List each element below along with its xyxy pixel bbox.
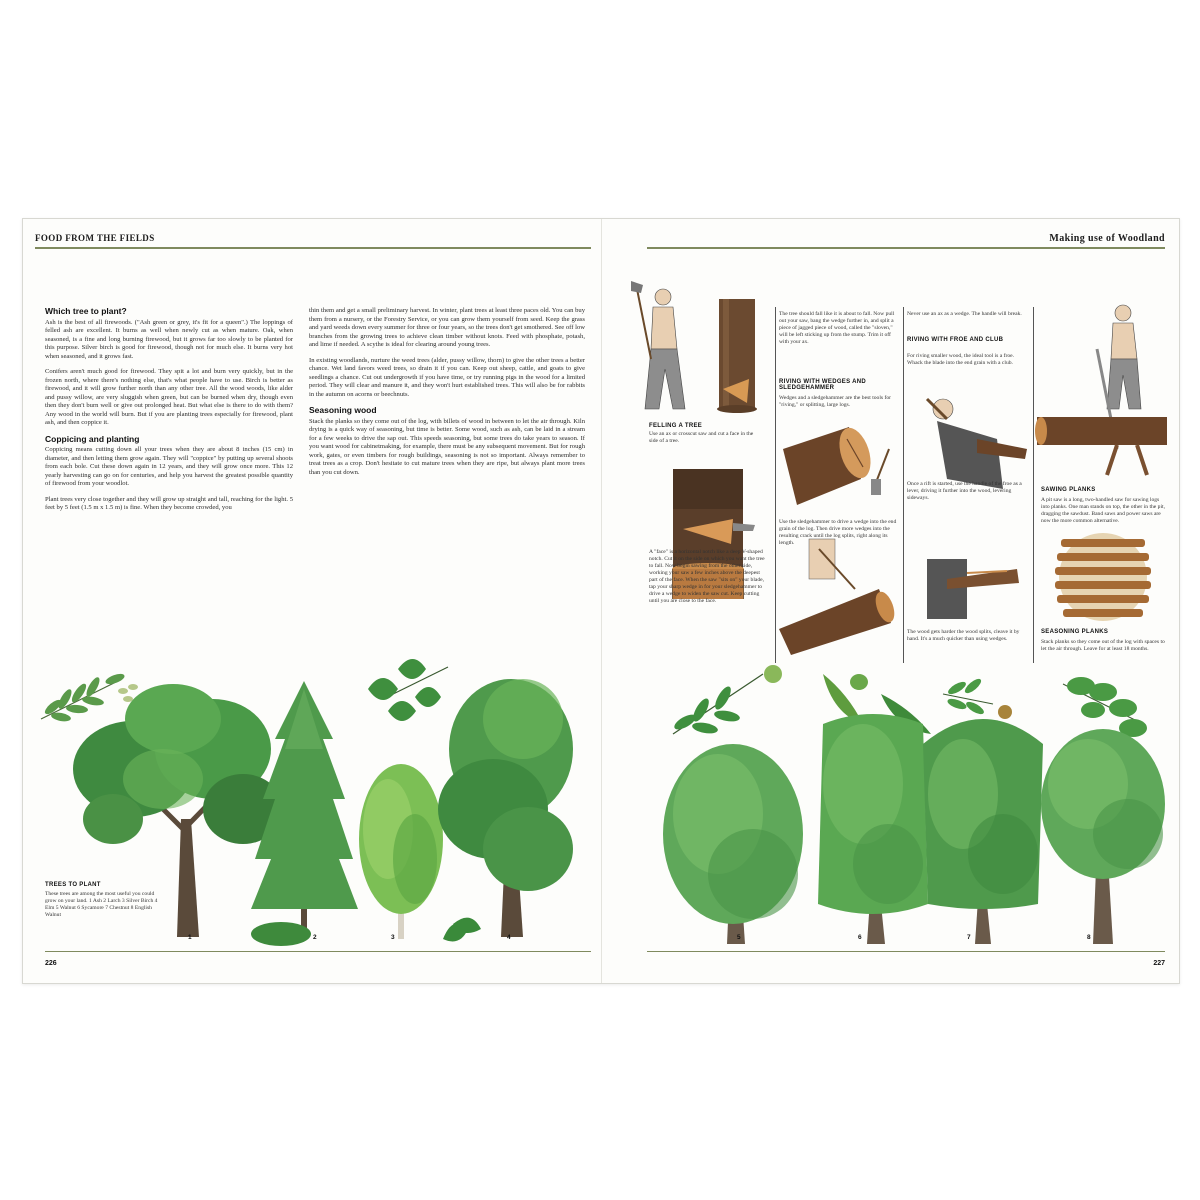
left-column-2 bbox=[309, 307, 585, 484]
tree-number: 4 bbox=[507, 934, 511, 941]
left-running-header: FOOD FROM THE FIELDS bbox=[35, 233, 155, 243]
trees-to-plant-label: TREES TO PLANT bbox=[45, 882, 101, 888]
felling-caption: Use an ax or crosscut saw and cut a face in the side of a tree. bbox=[649, 431, 754, 444]
log-icon bbox=[783, 424, 876, 505]
sledgehammer-icon bbox=[871, 449, 889, 495]
elm-leaf-icon bbox=[1063, 677, 1147, 737]
right-tree-illustrations bbox=[623, 664, 1179, 954]
trees-to-plant-caption: These trees are among the most useful you could grow on your land. 1 Ash 2 Larch 3 Silver Birch 4 Elm 5 Walnut 6 Sycamore 7 Chestnut 8 English Walnut bbox=[45, 891, 158, 918]
walnut-tree-icon bbox=[663, 744, 803, 944]
tree-number: 5 bbox=[737, 934, 741, 941]
sawing-planks-label: SAWING PLANKS bbox=[1041, 487, 1096, 493]
paragraph: Ash is the best of all firewoods. ("Ash green or grey, it's fit for a queen".) The loppings of felled ash are excellent. It burns as well when newly cut as when mature. Oak, when seasoned, is a fine and long burning firewood, but it grows far too slowly to be planted for this purpose. Silver birch is good for firewood, though not for much else. It burns very hot when seasoned, and it grows fast. bbox=[45, 318, 293, 360]
seasoning-planks-caption: Stack planks so they come out of the log with spaces to let the air through. Leave for at least 18 months. bbox=[1041, 639, 1165, 652]
froe-lever-icon bbox=[927, 559, 1019, 619]
woodsman-icon bbox=[631, 281, 685, 409]
paragraph: In existing woodlands, nurture the weed trees (alder, pussy willow, thorn) to give the other trees a better chance. Wet land favors weed trees, so drain it if you can. Keep out sheep, cattle, and goats to give seedlings a chance. Cut out undergrowth if you have time, or try running pigs in the wood for a limited period. They will clear and manure it, and they won't hurt established trees. This will also be for rabbits in the autumn on acorns or beechnuts. bbox=[309, 356, 585, 398]
column-divider bbox=[1033, 307, 1034, 663]
froe-top-caption: Never use an ax as a wedge. The handle will break. bbox=[907, 311, 1022, 317]
right-header-rule bbox=[647, 247, 1165, 249]
sycamore-tree-icon bbox=[818, 714, 928, 944]
riving-froe-label: RIVING WITH FROE AND CLUB bbox=[907, 337, 1004, 343]
paragraph: Coppicing means cutting down all your trees when they are about 8 inches (15 cm) in diameter, and then letting them grow again. They will "coppice" by putting up several shoots from each bole. Cut these down again in 12 years, and they will grow once more. This 12 yearly harvesting can go on for centuries, and help you harvest the greatest possible quantity of firewood from your woodlot. bbox=[45, 446, 293, 487]
sawing-planks-caption: A pit saw is a long, two-handled saw for sawing logs into planks. One man stands on top, the other in the pit, dragging the sawdust. Band saws and power saws are now the more common alternative. bbox=[1041, 497, 1165, 524]
left-footer-rule bbox=[45, 951, 591, 952]
riving-froe-caption: For riving smaller wood, the ideal tool is a froe. Whack the blade into the end grain with a club. bbox=[907, 353, 1015, 366]
tree-number: 8 bbox=[1087, 934, 1091, 941]
man-riving-icon bbox=[779, 539, 898, 655]
riving-wedges-caption-2: Use the sledgehammer to drive a wedge into the end grain of the log. Then drive more wedges into the resulting crack until the log splits, right along its length. bbox=[779, 519, 897, 546]
left-column-1 bbox=[45, 307, 293, 520]
column-divider bbox=[775, 307, 776, 663]
riving-froe-illustration bbox=[907, 379, 1031, 629]
book-spread bbox=[22, 218, 1180, 984]
section-title: Seasoning wood bbox=[309, 405, 377, 415]
seasoning-planks-illustration bbox=[1053, 531, 1153, 623]
walnut-leaf-icon bbox=[672, 665, 782, 735]
riving-wedges-caption: Wedges and a sledgehammer are the best tools for "riving," or splitting, large logs. bbox=[779, 395, 892, 408]
riving-froe-caption-3: The wood gets harder the wood splits, cleave it by hand. It's a much quicker than using wedges. bbox=[907, 629, 1020, 642]
right-page-number: 227 bbox=[1153, 960, 1165, 967]
section-title: Coppicing and planting bbox=[45, 433, 140, 444]
sawing-planks-illustration bbox=[1037, 299, 1167, 479]
column-divider bbox=[903, 307, 904, 663]
tree-number: 2 bbox=[313, 934, 317, 941]
right-footer-rule bbox=[647, 951, 1165, 952]
riving-top-caption: The tree should fall like it is about to fall. Now pull out your saw, bang the wedge further in, and split a piece of jagged piece of wood, called the "sloven," will be left sticking up from the stump. Trim it off with your ax. bbox=[779, 311, 895, 345]
paragraph: Stack the planks so they come out of the log, with billets of wood in between to let the air through. Kiln drying is a quick way of seasoning, but time is better. Some wood, such as ash, can be laid in a stream for a few weeks to drive the sap out. This speeds seasoning, but some trees do take years to season. If you want wood for cabinetmaking, for example, there must be any subsequent movement. But for rough work, gates, or even timbers for rough buildings, seasoning is not so important. Always remember to treat trees as a crop. Don't hesitate to cut mature trees when they are ripe, but always plant more trees than you cut down. bbox=[309, 417, 585, 476]
paragraph: thin them and get a small preliminary harvest. In winter, plant trees at least three paces old. You can buy them from a nursery, or the Forestry Service, or you can grow them yourself from seed. Keep the grass and yard weeds down every summer for three or four years, so the trees don't get smothered. See off low branches from the growing trees to achieve clean timber without knots. Feed with phosphate, potash, and lime if needed. A scythe is ideal for clearing around young trees. bbox=[309, 307, 585, 348]
elm-tree-icon bbox=[438, 679, 573, 937]
riving-froe-caption-2: Once a rift is started, use the handle of the froe as a lever, driving it further into the wood, levering sideways. bbox=[907, 481, 1022, 501]
trunk-notch-icon bbox=[717, 299, 757, 413]
ash-leaf-icon bbox=[41, 672, 138, 723]
sycamore-leaf-icon bbox=[943, 677, 1012, 719]
birch-leaf-icon bbox=[368, 659, 448, 721]
felling-label: FELLING A TREE bbox=[649, 423, 703, 429]
tree-number: 6 bbox=[858, 934, 862, 941]
riving-wedges-label: RIVING WITH WEDGES AND SLEDGEHAMMER bbox=[779, 379, 867, 391]
paragraph: Conifers aren't much good for firewood. They spit a lot and burn very quickly, but in the frozen north, where there's nothing else, that's what people have to use. Birch is better as firewood, and it will grow further north than any other tree. All the wood woods, like alder and pussy willow, are very sluggish when green, but can be burned when dry, though even then they don't burn well or give out prolonged heat. But what else is there to do with them? Any wood in the world will burn. But if you are planting trees especially for firewood, plant ash, and then coppice it. bbox=[45, 368, 293, 426]
sweet-chestnut-tree-icon bbox=[923, 719, 1043, 944]
seasoning-planks-label: SEASONING PLANKS bbox=[1041, 629, 1109, 635]
book-gutter bbox=[601, 219, 602, 983]
plank-stack-icon bbox=[1055, 533, 1151, 621]
tree-number: 3 bbox=[391, 934, 395, 941]
tree-number: 1 bbox=[188, 934, 192, 941]
man-with-froe-icon bbox=[927, 399, 1027, 489]
left-header-rule bbox=[35, 247, 591, 249]
pit-saw-icon bbox=[1035, 305, 1167, 475]
right-running-header: Making use of Woodland bbox=[1049, 233, 1165, 244]
felling-caption-2: A "face" is a horizontal notch like a deep V-shaped notch. Cut it on the side on which you want the tree to fall. Now begin sawing from the other side, working your saw a few inches above the deepest part of the face. When the saw "sits on" your blade, tap your sharp wedge in for your sledgehammer to drive a wedge to widen the saw cut. Keep cutting until you are close to the face. bbox=[649, 549, 765, 604]
english-walnut-tree-icon bbox=[1041, 729, 1165, 944]
paragraph: Plant trees very close together and they will grow up straight and tall, reaching for the light. 5 feet by 5 feet (1.5 m x 1.5 m) is fine. When they become crowded, you bbox=[45, 495, 293, 511]
tree-number: 7 bbox=[967, 934, 971, 941]
left-page-number: 226 bbox=[45, 960, 57, 967]
section-title: Which tree to plant? bbox=[45, 306, 127, 316]
